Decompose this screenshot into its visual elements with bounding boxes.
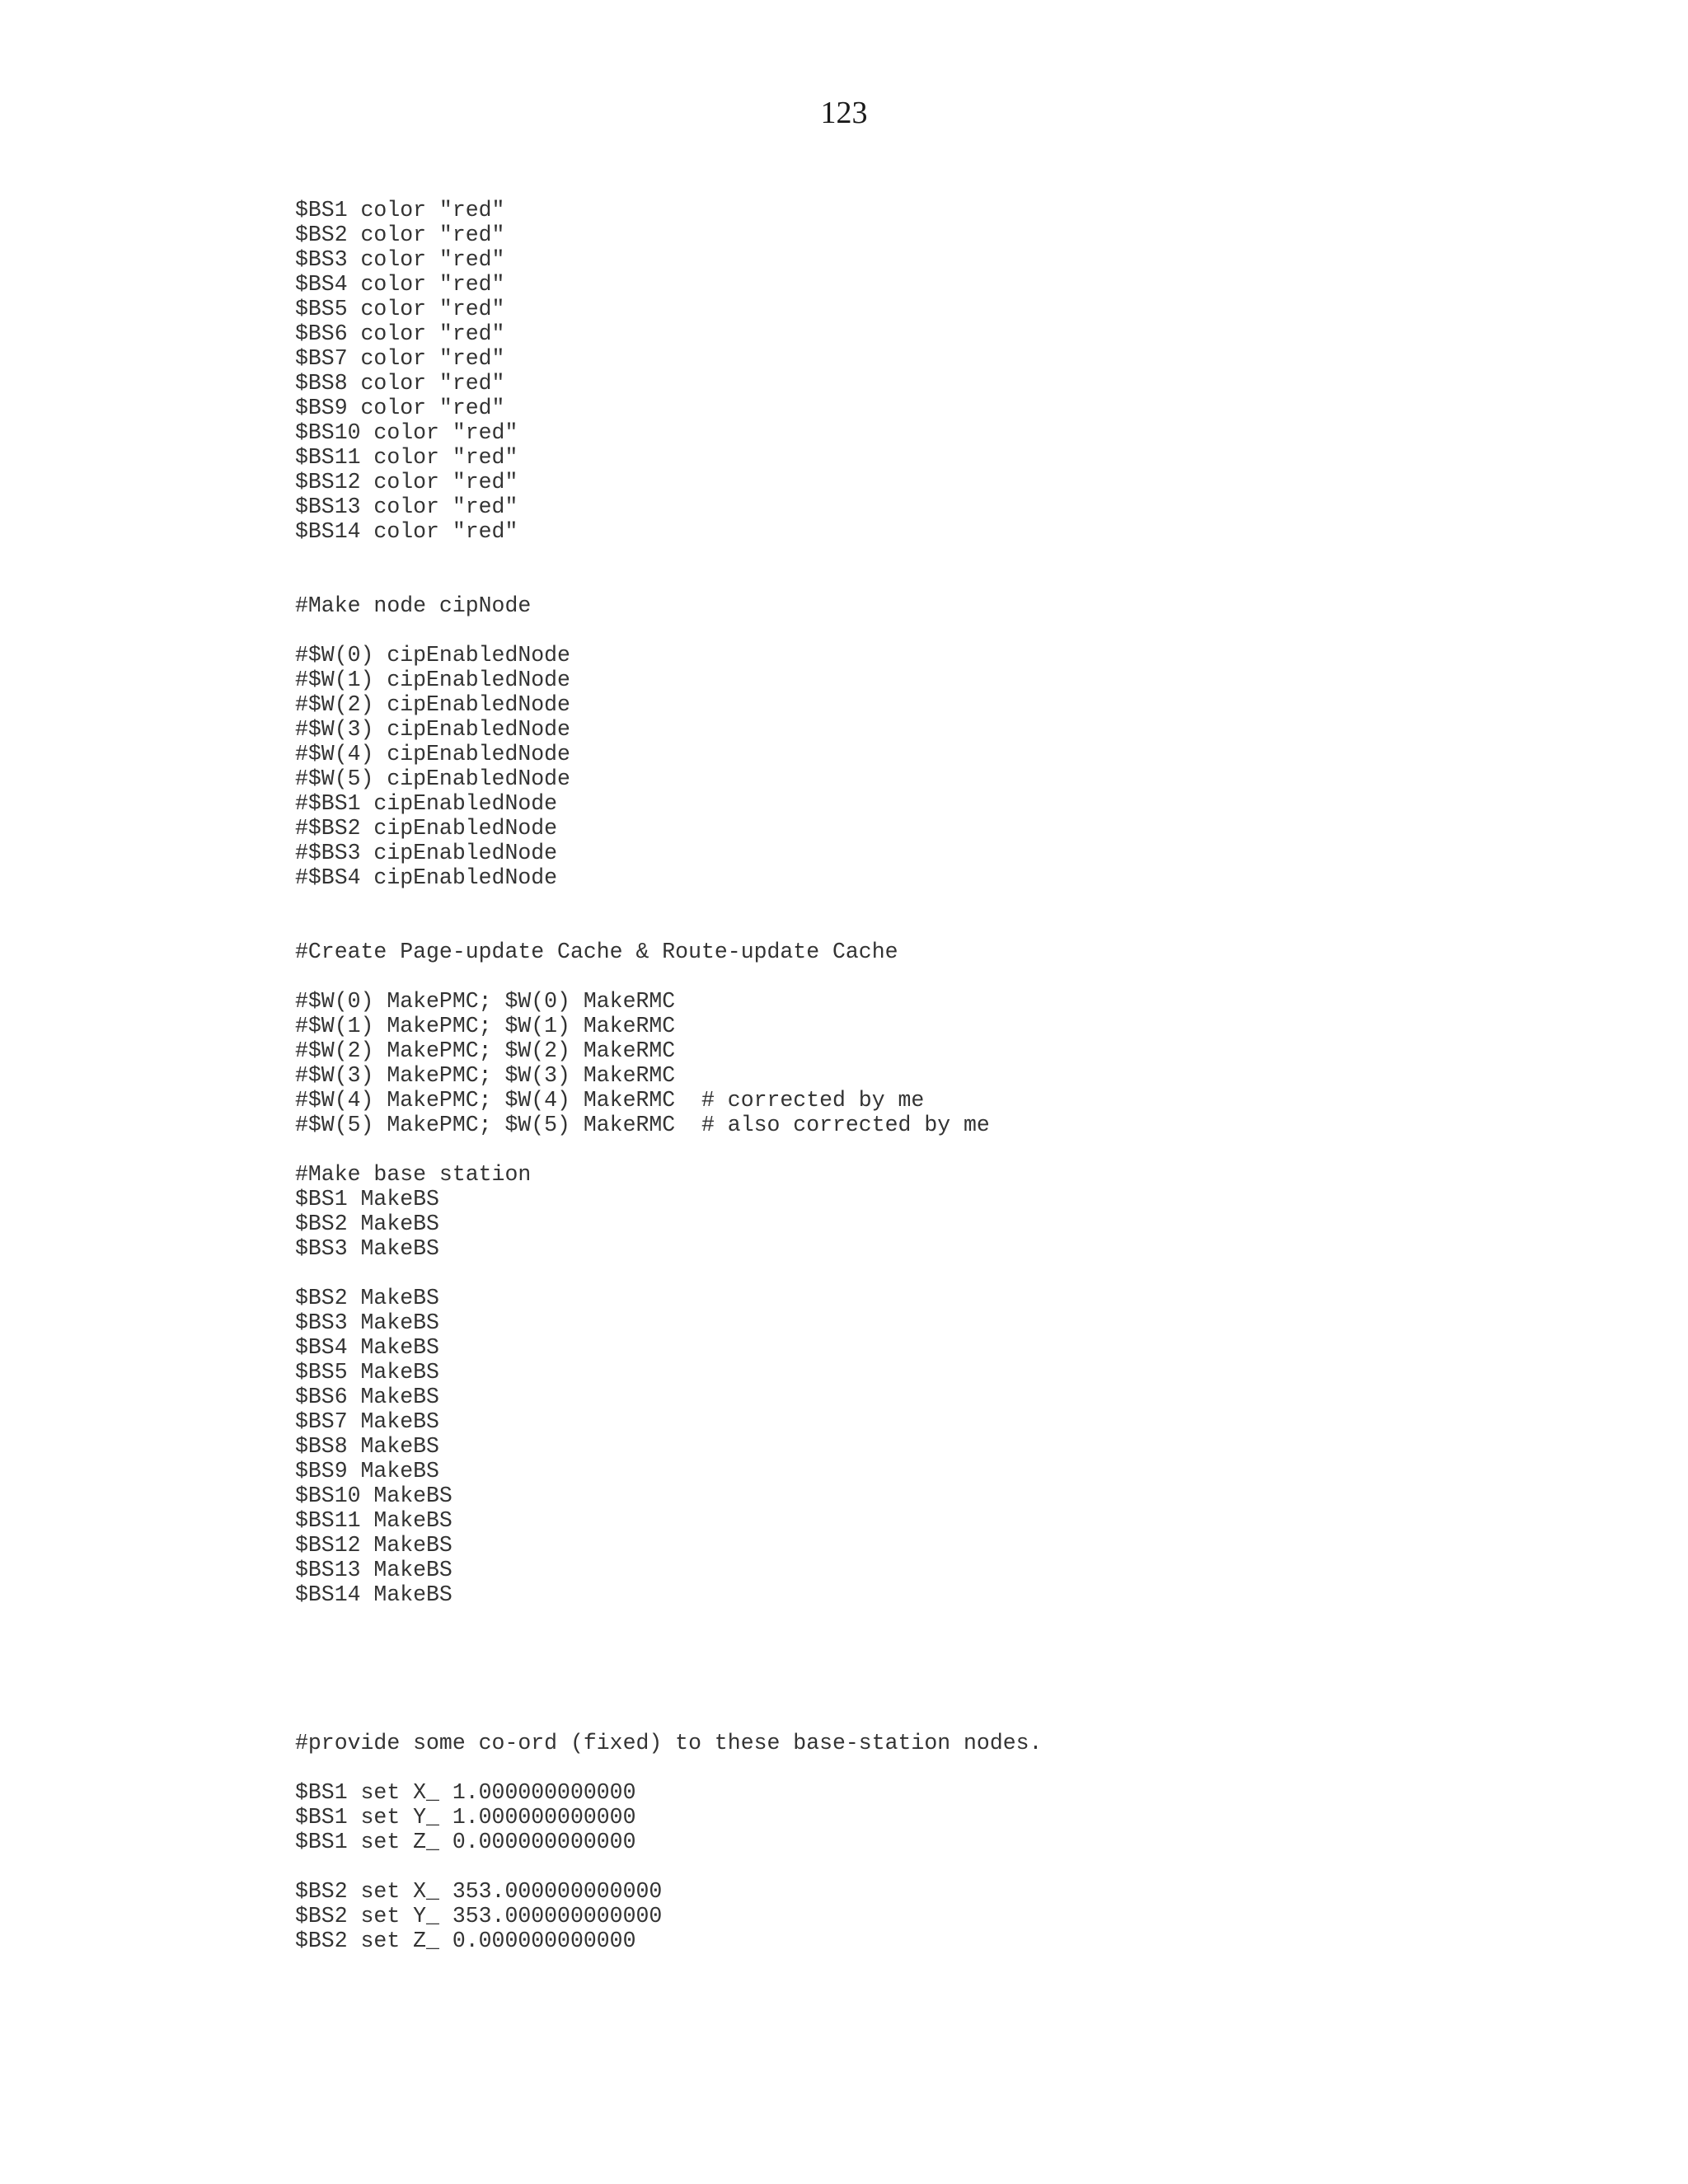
blank-line	[295, 964, 1042, 989]
comment-line: #$W(0) cipEnabledNode	[295, 643, 570, 668]
code-line: $BS5 MakeBS	[295, 1360, 439, 1385]
blank-line	[295, 544, 1042, 569]
blank-line	[295, 569, 1042, 593]
blank-line	[295, 915, 1042, 940]
code-line: $BS7 MakeBS	[295, 1409, 439, 1434]
blank-line	[295, 1137, 1042, 1162]
blank-line	[295, 1854, 1042, 1879]
blank-line	[295, 1607, 1042, 1632]
blank-line	[295, 1657, 1042, 1681]
comment-line: #Create Page-update Cache & Route-update Cache	[295, 940, 898, 964]
page-number: 123	[820, 96, 868, 130]
code-line: $BS11 MakeBS	[295, 1508, 452, 1533]
comment-line: #$BS1 cipEnabledNode	[295, 791, 558, 816]
code-line: $BS10 color "red"	[295, 420, 518, 445]
code-line: $BS1 MakeBS	[295, 1187, 439, 1212]
blank-line	[295, 1706, 1042, 1731]
code-line: $BS1 color "red"	[295, 198, 505, 223]
comment-line: #$W(4) cipEnabledNode	[295, 742, 570, 766]
code-line: $BS2 set Z_ 0.000000000000	[295, 1929, 636, 1953]
code-line: $BS8 color "red"	[295, 371, 505, 396]
code-line: $BS2 set Y_ 353.000000000000	[295, 1904, 663, 1929]
code-line: $BS2 set X_ 353.000000000000	[295, 1879, 663, 1904]
code-line: $BS2 color "red"	[295, 223, 505, 247]
code-line: $BS2 MakeBS	[295, 1212, 439, 1236]
code-line: $BS11 color "red"	[295, 445, 518, 470]
code-line: $BS2 MakeBS	[295, 1286, 439, 1310]
code-line: $BS1 set X_ 1.000000000000	[295, 1780, 636, 1805]
code-line: $BS4 color "red"	[295, 272, 505, 297]
code-line: $BS9 color "red"	[295, 396, 505, 420]
blank-line	[295, 1261, 1042, 1286]
comment-line: #$W(1) MakePMC; $W(1) MakeRMC	[295, 1014, 676, 1038]
code-line: $BS3 MakeBS	[295, 1310, 439, 1335]
code-line: $BS7 color "red"	[295, 346, 505, 371]
comment-line: #$W(2) MakePMC; $W(2) MakeRMC	[295, 1038, 676, 1063]
code-line: $BS8 MakeBS	[295, 1434, 439, 1459]
comment-line: #$BS4 cipEnabledNode	[295, 865, 558, 890]
code-line: $BS12 MakeBS	[295, 1533, 452, 1558]
code-listing	[295, 198, 1042, 1953]
code-line: $BS1 set Z_ 0.000000000000	[295, 1830, 636, 1854]
code-line: $BS12 color "red"	[295, 470, 518, 494]
code-line: $BS10 MakeBS	[295, 1483, 452, 1508]
comment-line: #provide some co-ord (fixed) to these base-station nodes.	[295, 1731, 1043, 1755]
comment-line: #$W(3) cipEnabledNode	[295, 717, 570, 742]
comment-line: #Make node cipNode	[295, 593, 532, 618]
comment-line: #$W(3) MakePMC; $W(3) MakeRMC	[295, 1063, 676, 1088]
code-line: $BS9 MakeBS	[295, 1459, 439, 1483]
code-line: $BS3 color "red"	[295, 247, 505, 272]
comment-line: #$W(1) cipEnabledNode	[295, 668, 570, 692]
comment-line: #$W(4) MakePMC; $W(4) MakeRMC # corrected by me	[295, 1088, 925, 1113]
code-line: $BS13 MakeBS	[295, 1558, 452, 1582]
blank-line	[295, 1755, 1042, 1780]
comment-line: #$W(2) cipEnabledNode	[295, 692, 570, 717]
code-line: $BS14 MakeBS	[295, 1582, 452, 1607]
blank-line	[295, 1681, 1042, 1706]
blank-line	[295, 618, 1042, 643]
comment-line: #$W(5) cipEnabledNode	[295, 766, 570, 791]
blank-line	[295, 890, 1042, 915]
code-line: $BS3 MakeBS	[295, 1236, 439, 1261]
code-line: $BS5 color "red"	[295, 297, 505, 321]
code-line: $BS4 MakeBS	[295, 1335, 439, 1360]
code-line: $BS1 set Y_ 1.000000000000	[295, 1805, 636, 1830]
code-line: $BS6 color "red"	[295, 321, 505, 346]
blank-line	[295, 1632, 1042, 1657]
comment-line: #$BS2 cipEnabledNode	[295, 816, 558, 841]
comment-line: #$W(5) MakePMC; $W(5) MakeRMC # also corrected by me	[295, 1113, 990, 1137]
code-line: $BS6 MakeBS	[295, 1385, 439, 1409]
code-line: $BS13 color "red"	[295, 494, 518, 519]
comment-line: #$BS3 cipEnabledNode	[295, 841, 558, 865]
comment-line: #$W(0) MakePMC; $W(0) MakeRMC	[295, 989, 676, 1014]
comment-line: #Make base station	[295, 1162, 532, 1187]
code-line: $BS14 color "red"	[295, 519, 518, 544]
